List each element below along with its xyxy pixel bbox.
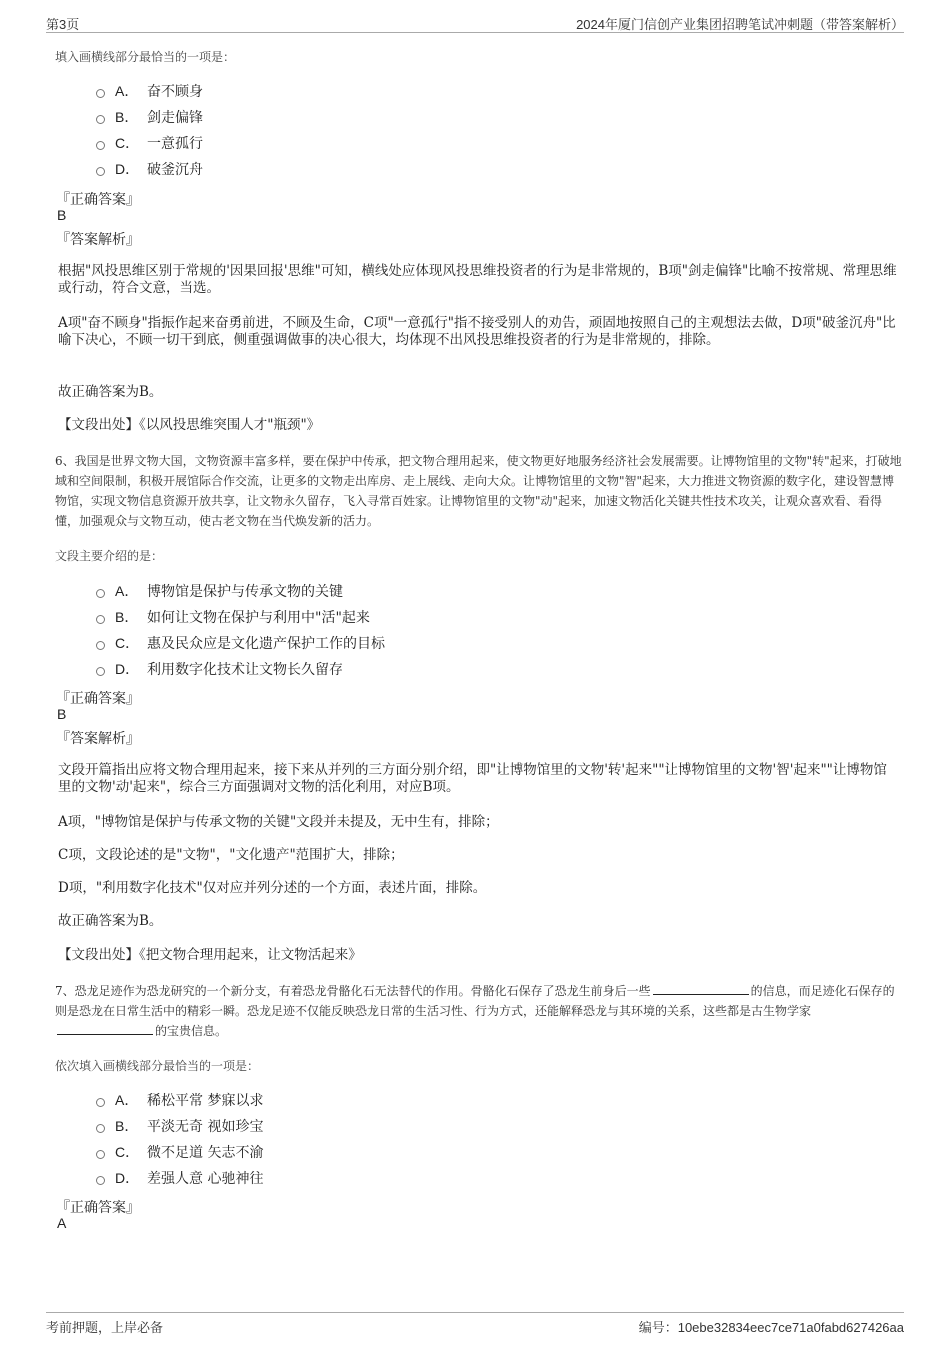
q6-answer: B [57,706,67,722]
radio-icon[interactable] [96,89,105,98]
q7-answer: A [57,1215,67,1231]
page-header [46,12,904,33]
q5-answer: B [57,207,67,223]
radio-icon[interactable] [96,615,105,624]
q7-option-d[interactable]: D． 差强人意 心驰神往 [96,1168,263,1188]
q5-prompt: 填入画横线部分最恰当的一项是： [55,50,236,64]
q7-option-c[interactable]: C． 微不足道 矢志不渝 [96,1142,263,1162]
q6-options [96,581,385,679]
q5-analysis-label: 『答案解析』 [56,232,140,248]
q6-source: 【文段出处】《把文物合理用起来，让文物活起来》 [58,947,362,963]
document-title: 2024年厦门信创产业集团招聘笔试冲刺题（带答案解析） [576,17,904,32]
page-number: 第3页 [46,17,80,32]
document-code: 编号：10ebe32834eec7ce71a0fabd627426aa [638,1320,904,1335]
radio-icon[interactable] [96,667,105,676]
q7-option-a[interactable]: A． 稀松平常 梦寐以求 [96,1090,263,1110]
q5-analysis-2: A项"奋不顾身"指振作起来奋勇前进，不顾及生命，C项"一意孤行"指不接受别人的劝告，顽固地按照自己的主观想法去做，D项"破釜沉舟"比喻下决心，不顾一切干到底，侧重强调做事的决心很大，均体现不出风投思维投资者的行为是非常规的，排除。 [58,315,896,348]
radio-icon[interactable] [96,115,105,124]
q7-option-b[interactable]: B． 平淡无奇 视如珍宝 [96,1116,263,1136]
q6-analysis-5: 故正确答案为B。 [58,913,163,929]
q5-answer-label: 『正确答案』 [56,192,140,208]
radio-icon[interactable] [96,141,105,150]
q6-analysis-2: A项，"博物馆是保护与传承文物的关键"文段并未提及，无中生有，排除； [58,814,499,830]
q5-analysis-3: 故正确答案为B。 [58,384,163,400]
radio-icon[interactable] [96,641,105,650]
radio-icon[interactable] [96,167,105,176]
footer-slogan: 考前押题，上岸必备 [46,1320,164,1335]
radio-icon[interactable] [96,589,105,598]
q6-prompt: 文段主要介绍的是： [55,549,164,563]
radio-icon[interactable] [96,1150,105,1159]
q5-option-d[interactable]: D． 破釜沉舟 [96,159,203,179]
q6-option-a[interactable]: A． 博物馆是保护与传承文物的关键 [96,581,385,601]
q6-analysis-4: D项，"利用数字化技术"仅对应并列分述的一个方面，表述片面，排除。 [58,880,487,896]
q7-options [96,1090,263,1188]
q5-analysis-1: 根据"风投思维区别于常规的'因果回报'思维"可知，横线处应体现风投思维投资者的行为是非常规的，B项"剑走偏锋"比喻不按常规、常理思维或行动，符合文意，当选。 [58,263,897,296]
q6-option-b[interactable]: B． 如何让文物在保护与利用中"活"起来 [96,607,385,627]
page-footer [46,1312,904,1337]
q7-prompt: 依次填入画横线部分最恰当的一项是： [55,1059,260,1073]
q5-source: 【文段出处】《以风投思维突围人才"瓶颈"》 [58,417,321,433]
fill-blank-1[interactable] [653,982,749,995]
q6-option-d[interactable]: D． 利用数字化技术让文物长久留存 [96,659,385,679]
q6-stem: 6、我国是世界文物大国，文物资源丰富多样，要在保护中传承，把文物合理用起来，使文物更好地服务经济社会发展需要。让博物馆里的文物"转"起来，打破地域和空间限制，积极开展馆际合作交流，让更多的文物走出库房、走上展线、走向大众。让博物馆里的文物"智"起来，大力推进文物资源的数字化，建设智慧博物馆，实现文物信息资源开放共享，让文物永久留存，飞入寻常百姓家。让博物馆里的文物"动"起来，加速文物活化关键共性技术攻关，让观众喜欢看、看得懂，加强观众与文物互动，使古老文物在当代焕发新的活力。 [55,454,902,528]
q5-options [96,81,203,179]
fill-blank-2[interactable] [57,1022,153,1035]
q5-option-c[interactable]: C． 一意孤行 [96,133,203,153]
q6-answer-label: 『正确答案』 [56,691,140,707]
radio-icon[interactable] [96,1176,105,1185]
q5-option-a[interactable]: A． 奋不顾身 [96,81,203,101]
q6-analysis-3: C项，文段论述的是"文物"，"文化遗产"范围扩大，排除； [58,847,404,863]
q6-analysis-label: 『答案解析』 [56,731,140,747]
radio-icon[interactable] [96,1098,105,1107]
q7-stem: 7、恐龙足迹作为恐龙研究的一个新分支，有着恐龙骨骼化石无法替代的作用。骨骼化石保存了恐龙生前身后一些 的信息，而足迹化石保存的则是恐龙在日常生活中的精彩一瞬。恐龙足迹不仅能反映恐龙日常的生活习性、行为方式，还能解释恐龙与其环境的关系，这些都是古生物学家的宝贵信息。 [55,984,895,1038]
q5-option-b[interactable]: B． 剑走偏锋 [96,107,203,127]
q6-option-c[interactable]: C． 惠及民众应是文化遗产保护工作的目标 [96,633,385,653]
radio-icon[interactable] [96,1124,105,1133]
q6-analysis-1: 文段开篇指出应将文物合理用起来，接下来从并列的三方面分别介绍，即"让博物馆里的文物'转'起来""让博物馆里的文物'智'起来""让博物馆里的文物'动'起来"，综合三方面强调对文物的活化利用，对应B项。 [58,762,887,795]
q7-answer-label: 『正确答案』 [56,1200,140,1216]
